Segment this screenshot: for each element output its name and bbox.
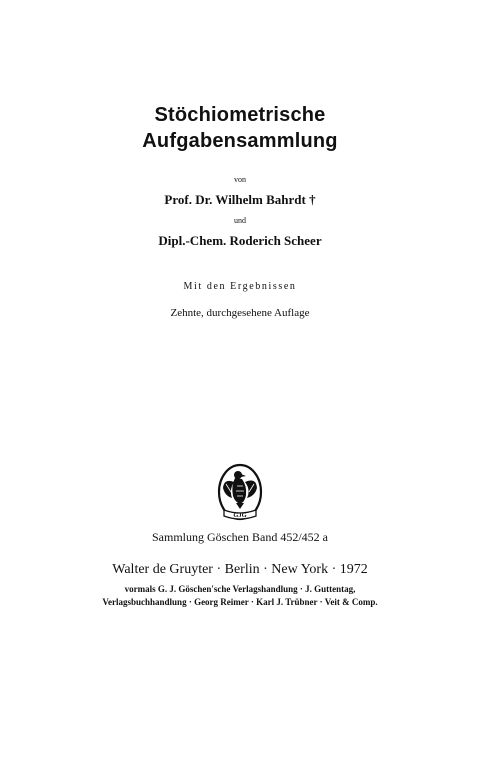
and-label: und: [234, 216, 246, 225]
publisher-line: Walter de Gruyter · Berlin · New York · 1972: [112, 562, 368, 577]
book-title-line-1: Stöchiometrische: [154, 104, 326, 126]
book-title-line-2: Aufgabensammlung: [142, 130, 338, 152]
author-1: Prof. Dr. Wilhelm Bahrdt †: [164, 192, 316, 207]
series-note: Sammlung Göschen Band 452/452 a: [152, 530, 328, 544]
formerly-line-2: Verlagsbuchhandlung · Georg Reimer · Karl J. Trübner · Veit & Comp.: [102, 597, 378, 607]
edition-note: Zehnte, durchgesehene Auflage: [170, 307, 310, 319]
author-2: Dipl.-Chem. Roderich Scheer: [158, 233, 322, 248]
with-results-note: Mit den Ergebnissen: [183, 281, 297, 292]
publisher-emblem-icon: [215, 462, 265, 526]
by-label: von: [234, 175, 246, 184]
svg-text:GJG: GJG: [233, 512, 247, 519]
formerly-line-1: vormals G. J. Göschen'sche Verlagshandlung · J. Guttentag,: [124, 584, 356, 594]
